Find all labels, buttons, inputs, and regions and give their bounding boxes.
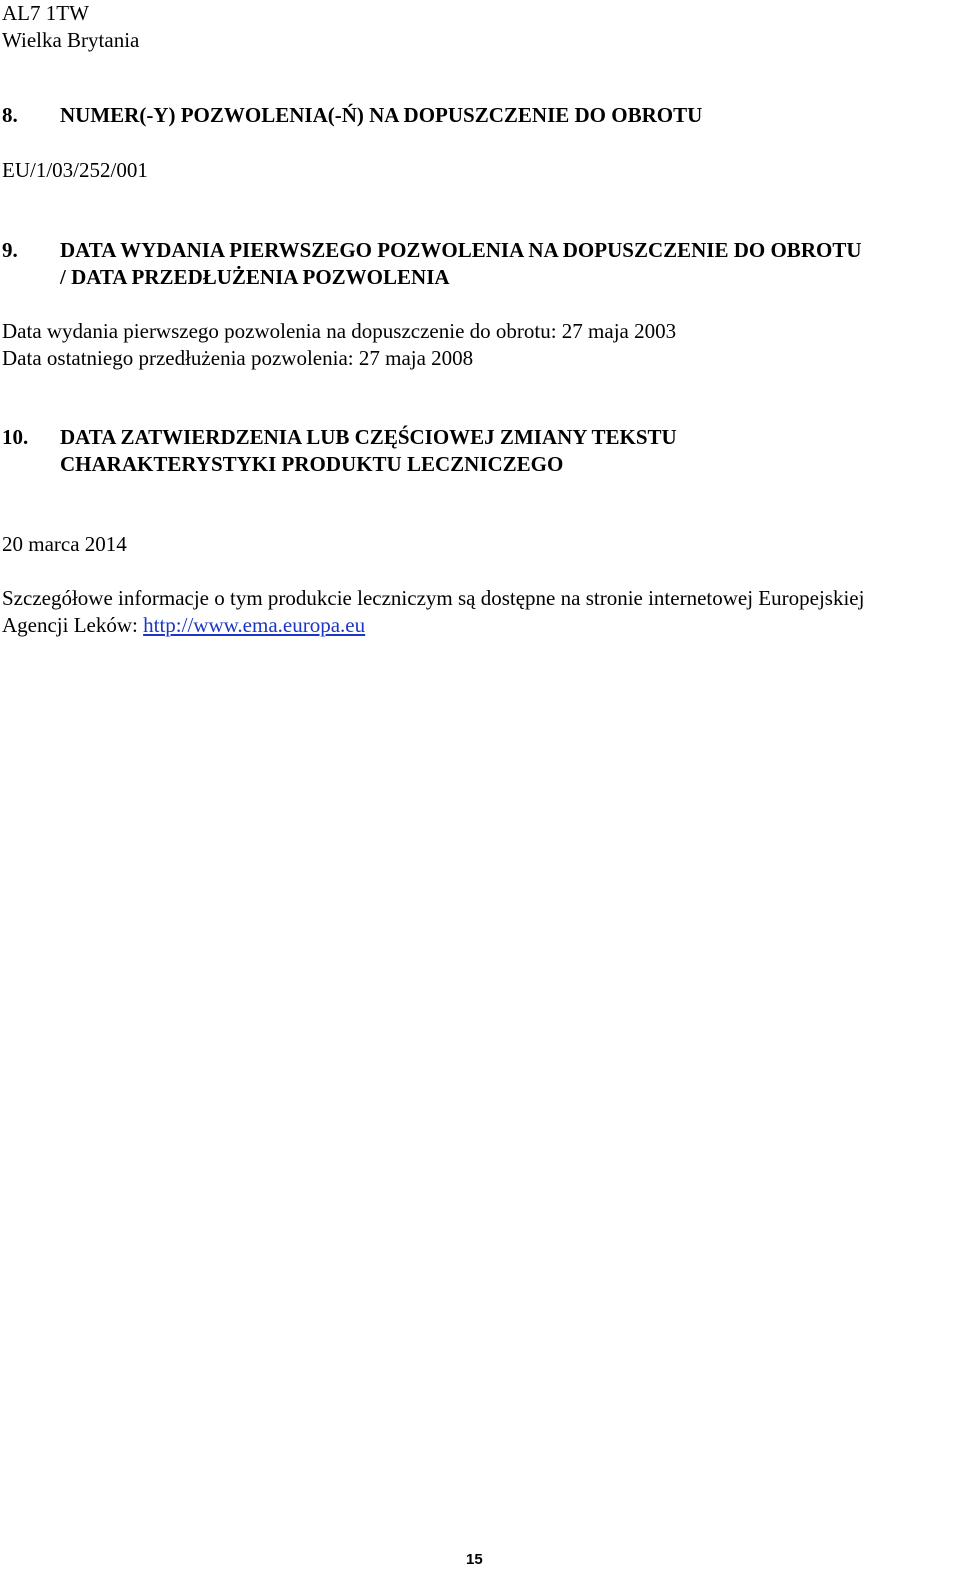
info-line-2 <box>2 612 864 639</box>
section-9-title-line-1: DATA WYDANIA PIERWSZEGO POZWOLENIA NA DOPUSZCZENIE DO OBROTU <box>60 238 862 262</box>
section-9-heading <box>2 237 862 291</box>
ema-website-link[interactable]: http://www.ema.europa.eu <box>143 613 366 637</box>
address-line-1: AL7 1TW <box>2 1 89 25</box>
section-8-title: NUMER(-Y) POZWOLENIA(-Ń) NA DOPUSZCZENIE DO OBROTU <box>60 103 703 127</box>
section-10-title-line-2: CHARAKTERYSTYKI PRODUKTU LECZNICZEGO <box>60 452 564 476</box>
section-8-number: 8. <box>2 103 18 127</box>
first-authorisation-date: Data wydania pierwszego pozwolenia na dopuszczenie do obrotu: 27 maja 2003 <box>2 319 677 343</box>
section-9-title <box>60 237 862 291</box>
info-line-1: Szczegółowe informacje o tym produkcie leczniczym są dostępne na stronie internetowej Europejskiej <box>2 586 865 610</box>
section-9-number: 9. <box>2 238 18 262</box>
section-10-title <box>60 424 677 478</box>
latest-renewal-date: Data ostatniego przedłużenia pozwolenia: 27 maja 2008 <box>2 346 474 370</box>
section-10-number: 10. <box>2 425 29 449</box>
section-8-heading <box>2 102 702 129</box>
section-10-heading <box>2 424 677 478</box>
page-number: 15 <box>466 1551 483 1568</box>
info-line-2-prefix: Agencji Leków: <box>2 613 144 637</box>
section-9-title-line-2: / DATA PRZEDŁUŻENIA POZWOLENIA <box>60 265 450 289</box>
section-10-body <box>2 531 127 558</box>
authorisation-number: EU/1/03/252/001 <box>2 158 148 182</box>
section-9-body <box>2 318 676 372</box>
section-10-title-line-1: DATA ZATWIERDZENIA LUB CZĘŚCIOWEJ ZMIANY TEKSTU <box>60 425 677 449</box>
address-line-2: Wielka Brytania <box>2 28 140 52</box>
section-8-body <box>2 157 148 184</box>
info-paragraph <box>2 585 864 639</box>
address-block <box>2 0 139 54</box>
revision-date: 20 marca 2014 <box>2 532 127 556</box>
